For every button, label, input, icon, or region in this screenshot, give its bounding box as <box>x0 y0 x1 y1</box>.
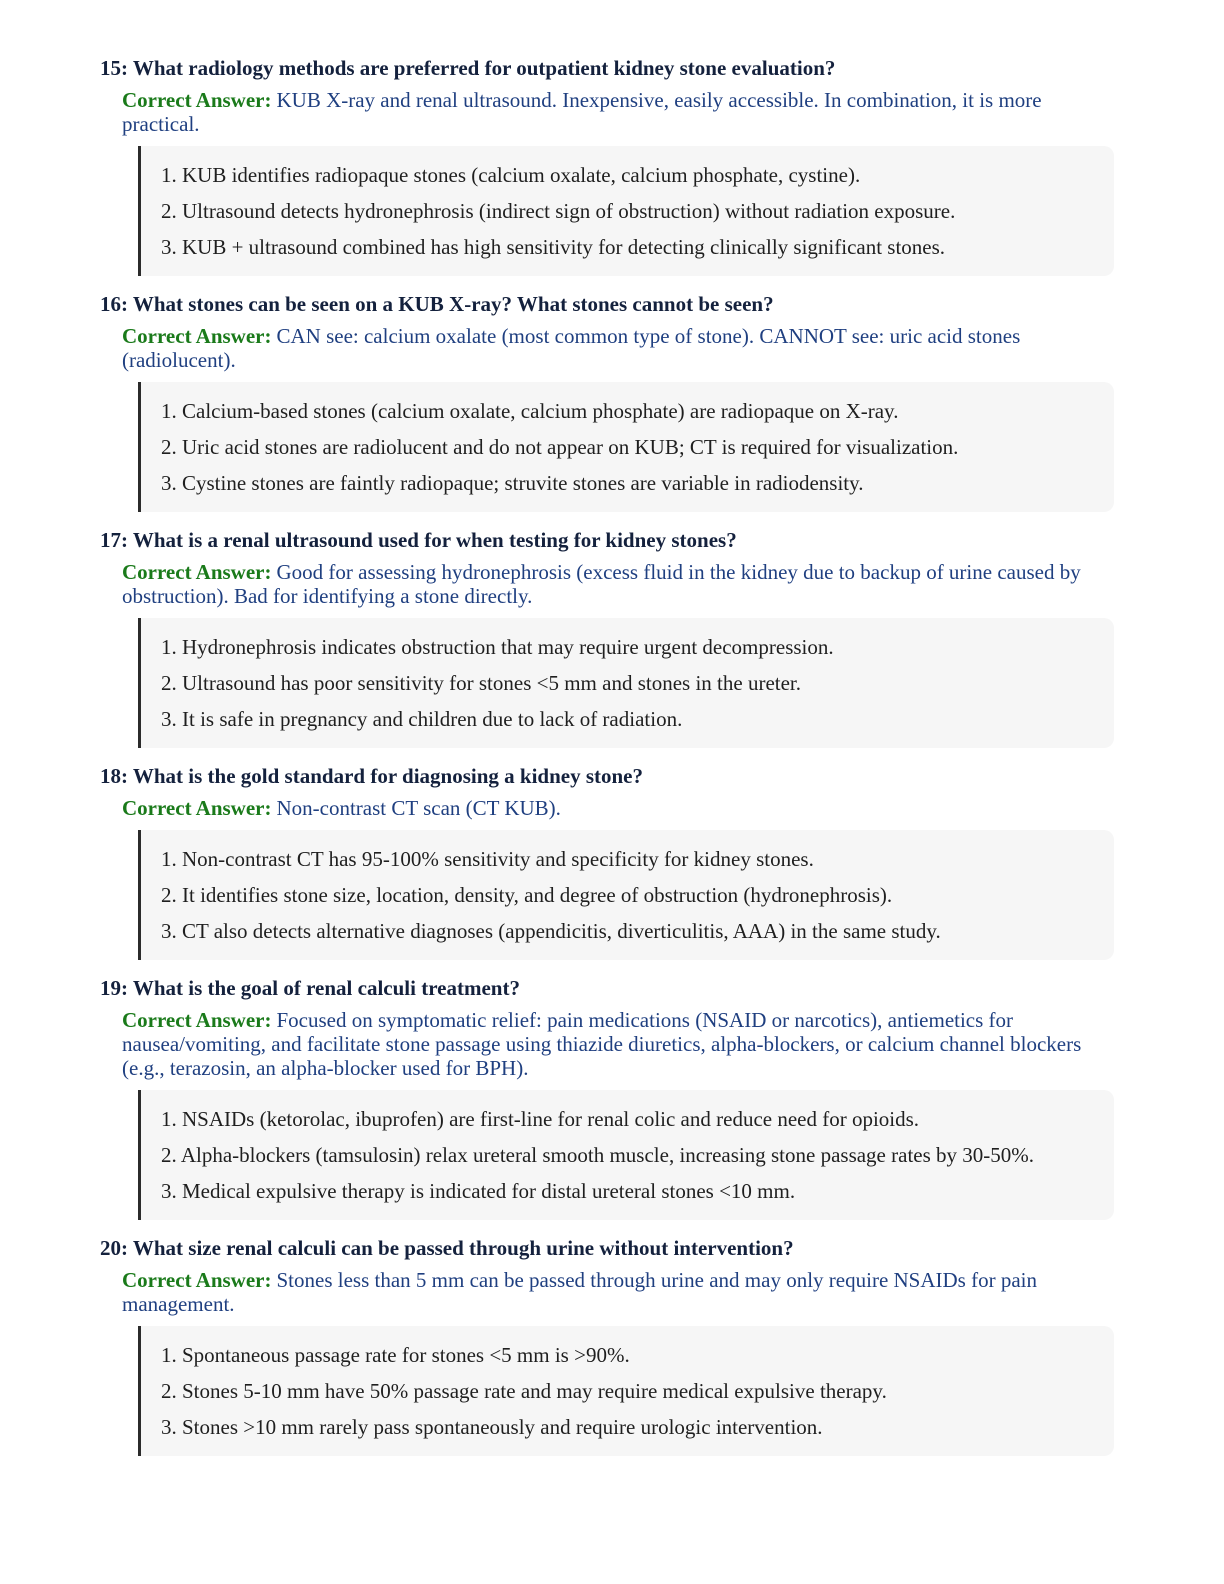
explanation-box <box>138 382 1114 512</box>
question-heading: 19: What is the goal of renal calculi treatment? <box>100 976 520 1000</box>
explanation-point: 3. Cystine stones are faintly radiopaque; struvite stones are variable in radiodensity. <box>161 471 864 495</box>
explanation-point: 3. It is safe in pregnancy and children due to lack of radiation. <box>161 707 683 731</box>
answer-label: Correct Answer: <box>122 1008 272 1032</box>
explanation-list <box>161 844 1094 946</box>
correct-answer <box>122 1268 1114 1316</box>
qa-item-18 <box>100 762 1114 960</box>
explanation-point: 2. Alpha-blockers (tamsulosin) relax ureteral smooth muscle, increasing stone passage rates by 30-50%. <box>161 1143 1035 1167</box>
explanation-box <box>138 618 1114 748</box>
correct-answer <box>122 1008 1114 1080</box>
question-heading: 16: What stones can be seen on a KUB X-ray? What stones cannot be seen? <box>100 292 774 316</box>
answer-text: CAN see: calcium oxalate (most common type of stone). CANNOT see: uric acid stones (radiolucent). <box>122 324 1021 372</box>
question-heading: 20: What size renal calculi can be passed through urine without intervention? <box>100 1236 794 1260</box>
explanation-list <box>161 396 1094 498</box>
explanation-point: 1. KUB identifies radiopaque stones (calcium oxalate, calcium phosphate, cystine). <box>161 163 861 187</box>
qa-item-15 <box>100 54 1114 276</box>
answer-label: Correct Answer: <box>122 560 272 584</box>
qa-item-16 <box>100 290 1114 512</box>
explanation-box <box>138 1090 1114 1220</box>
correct-answer <box>122 88 1114 136</box>
explanation-box <box>138 1326 1114 1456</box>
explanation-point: 3. KUB + ultrasound combined has high sensitivity for detecting clinically significant stones. <box>161 235 946 259</box>
explanation-point: 2. Ultrasound has poor sensitivity for stones <5 mm and stones in the ureter. <box>161 671 802 695</box>
answer-text: Non-contrast CT scan (CT KUB). <box>276 796 561 820</box>
explanation-point: 2. Ultrasound detects hydronephrosis (indirect sign of obstruction) without radiation exposure. <box>161 199 956 223</box>
explanation-point: 1. NSAIDs (ketorolac, ibuprofen) are first-line for renal colic and reduce need for opioids. <box>161 1107 920 1131</box>
explanation-box <box>138 146 1114 276</box>
explanation-point: 1. Hydronephrosis indicates obstruction that may require urgent decompression. <box>161 635 834 659</box>
answer-text: Stones less than 5 mm can be passed through urine and may only require NSAIDs for pain management. <box>122 1268 1037 1316</box>
explanation-list <box>161 1104 1094 1206</box>
question-heading: 15: What radiology methods are preferred for outpatient kidney stone evaluation? <box>100 56 836 80</box>
correct-answer <box>122 324 1114 372</box>
answer-text: Good for assessing hydronephrosis (excess fluid in the kidney due to backup of urine caused by obstruction). Bad for identifying a stone directly. <box>122 560 1081 608</box>
qa-item-20 <box>100 1234 1114 1456</box>
question-heading: 17: What is a renal ultrasound used for when testing for kidney stones? <box>100 528 737 552</box>
answer-text: KUB X-ray and renal ultrasound. Inexpensive, easily accessible. In combination, it is more practical. <box>122 88 1042 136</box>
explanation-point: 2. Uric acid stones are radiolucent and do not appear on KUB; CT is required for visualization. <box>161 435 959 459</box>
explanation-list <box>161 160 1094 262</box>
explanation-point: 2. It identifies stone size, location, density, and degree of obstruction (hydronephrosis). <box>161 883 893 907</box>
explanation-point: 3. Stones >10 mm rarely pass spontaneously and require urologic intervention. <box>161 1415 823 1439</box>
explanation-list <box>161 1340 1094 1442</box>
answer-label: Correct Answer: <box>122 88 272 112</box>
explanation-box <box>138 830 1114 960</box>
correct-answer <box>122 560 1114 608</box>
explanation-point: 2. Stones 5-10 mm have 50% passage rate and may require medical expulsive therapy. <box>161 1379 887 1403</box>
qa-item-17 <box>100 526 1114 748</box>
explanation-point: 3. Medical expulsive therapy is indicated for distal ureteral stones <10 mm. <box>161 1179 796 1203</box>
answer-text: Focused on symptomatic relief: pain medications (NSAID or narcotics), antiemetics for nausea/vomiting, and facilitate stone passage using thiazide diuretics, alpha-blockers, or calcium channel blockers (e.g., terazosin, an alpha-blocker used for BPH). <box>122 1008 1082 1080</box>
explanation-list <box>161 632 1094 734</box>
answer-label: Correct Answer: <box>122 324 272 348</box>
explanation-point: 3. CT also detects alternative diagnoses (appendicitis, diverticulitis, AAA) in the same study. <box>161 919 941 943</box>
explanation-point: 1. Spontaneous passage rate for stones <5 mm is >90%. <box>161 1343 630 1367</box>
qa-item-19 <box>100 974 1114 1220</box>
answer-label: Correct Answer: <box>122 1268 272 1292</box>
correct-answer <box>122 796 1114 820</box>
explanation-point: 1. Non-contrast CT has 95-100% sensitivity and specificity for kidney stones. <box>161 847 814 871</box>
answer-label: Correct Answer: <box>122 796 272 820</box>
explanation-point: 1. Calcium-based stones (calcium oxalate, calcium phosphate) are radiopaque on X-ray. <box>161 399 899 423</box>
question-heading: 18: What is the gold standard for diagnosing a kidney stone? <box>100 764 643 788</box>
